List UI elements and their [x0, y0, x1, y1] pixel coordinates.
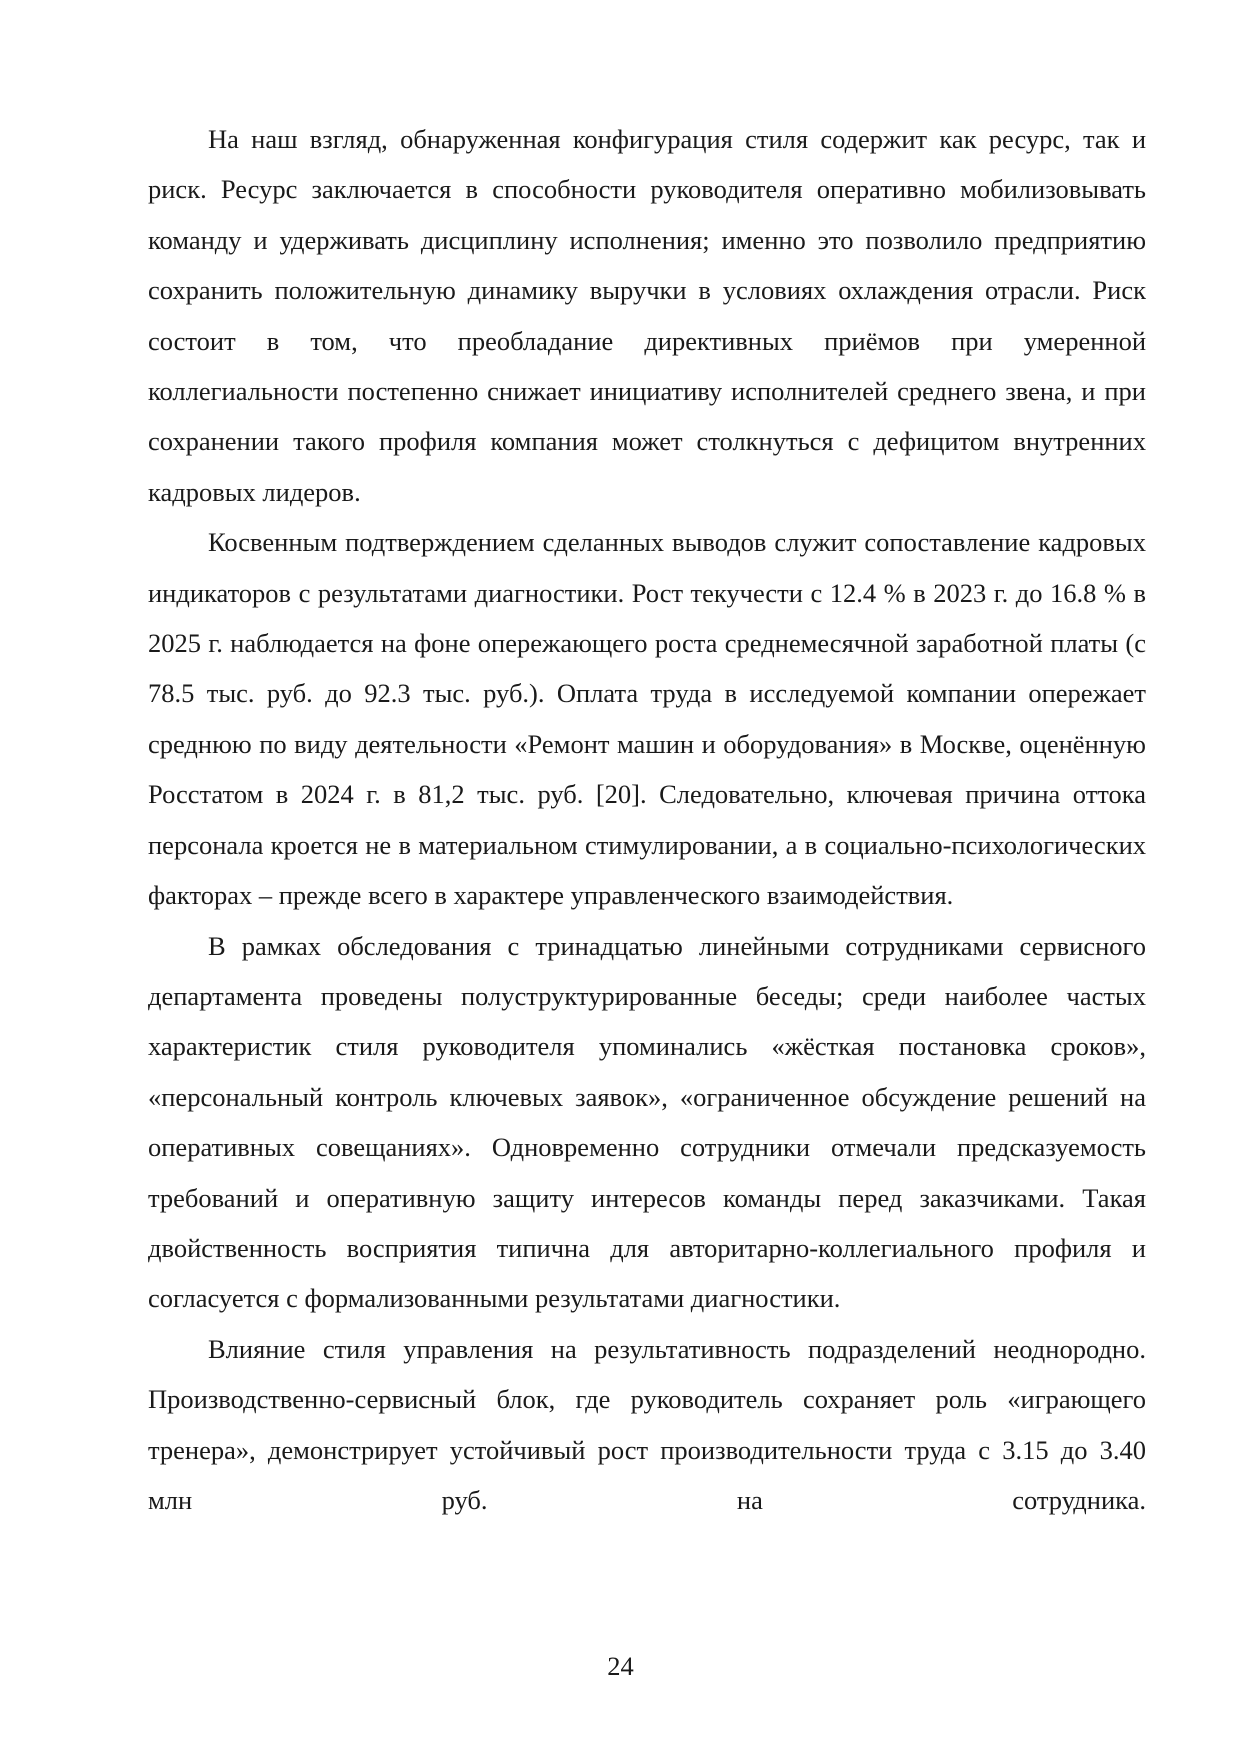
body-text: [148, 114, 1146, 1525]
paragraph-1: На наш взгляд, обнаруженная конфигурация стиля содержит как ресурс, так и риск. Ресурс заключается в способности руководителя оперативно мобилизовывать команду и удерживать дисциплину исполнения; именно это позволило предприятию сохранить положительную динамику выручки в условиях охлаждения отрасли. Риск состоит в том, что преобладание директивных приёмов при умеренной коллегиальности постепенно снижает инициативу исполнителей среднего звена, и при сохранении такого профиля компания может столкнуться с дефицитом внутренних кадровых лидеров.: [148, 124, 1146, 507]
paragraph-4: Влияние стиля управления на результативность подразделений неоднородно. Производственно-сервисный блок, где руководитель сохраняет роль «играющего тренера», демонстрирует устойчивый рост производительности труда с 3.15 до 3.40 млн руб. на сотрудника.: [148, 1333, 1146, 1515]
paragraph-3: В рамках обследования с тринадцатью линейными сотрудниками сервисного департамента проведены полуструктурированные беседы; среди наиболее частых характеристик стиля руководителя упоминались «жёсткая постановка сроков», «персональный контроль ключевых заявок», «ограниченное обсуждение решений на оперативных совещаниях». Одновременно сотрудники отмечали предсказуемость требований и оперативную защиту интересов команды перед заказчиками. Такая двойственность восприятия типична для авторитарно-коллегиального профиля и согласуется с формализованными результатами диагностики.: [148, 930, 1146, 1314]
paragraph-2: Косвенным подтверждением сделанных выводов служит сопоставление кадровых индикаторов с результатами диагностики. Рост текучести с 12.4 % в 2023 г. до 16.8 % в 2025 г. наблюдается на фоне опережающего роста среднемесячной заработной платы (с 78.5 тыс. руб. до 92.3 тыс. руб.). Оплата труда в исследуемой компании опережает среднюю по виду деятельности «Ремонт машин и оборудования» в Москве, оценённую Росстатом в 2024 г. в 81,2 тыс. руб. [20]. Следовательно, ключевая причина оттока персонала кроется не в материальном стимулировании, а в социально-психологических факторах – прежде всего в характере управленческого взаимодействия.: [148, 527, 1146, 911]
page-number: 24: [607, 1651, 634, 1681]
